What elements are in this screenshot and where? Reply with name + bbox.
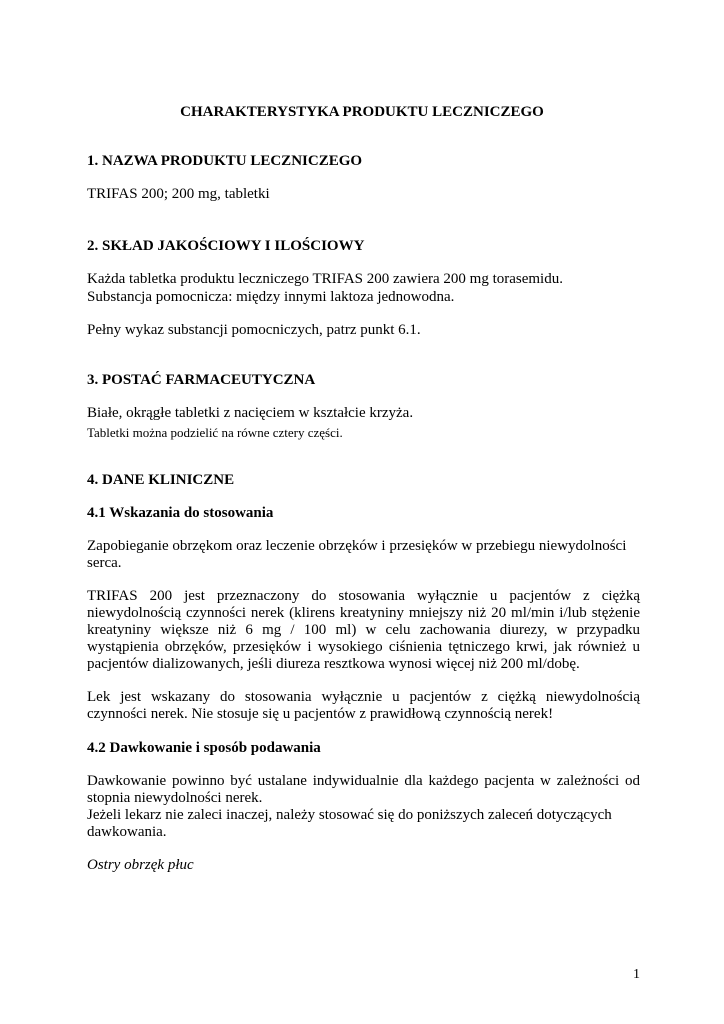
section-4-2-heading: 4.2 Dawkowanie i sposób podawania (87, 740, 321, 756)
section-4-2-italic-heading: Ostry obrzęk płuc (87, 857, 194, 873)
section-2-heading: 2. SKŁAD JAKOŚCIOWY I ILOŚCIOWY (87, 238, 365, 254)
section-4-2-para-1: Dawkowanie powinno być ustalane indywidualnie dla każdego pacjenta w zależności od stopnia niewydolności nerek. (87, 773, 640, 806)
section-2-line-3: Pełny wykaz substancji pomocniczych, patrz punkt 6.1. (87, 322, 421, 338)
section-4-heading: 4. DANE KLINICZNE (87, 472, 235, 488)
section-2-line-2: Substancja pomocnicza: między innymi laktoza jednowodna. (87, 289, 455, 305)
section-2-line-1: Każda tabletka produktu leczniczego TRIFAS 200 zawiera 200 mg torasemidu. (87, 271, 563, 287)
section-3-line-2: Tabletki można podzielić na równe cztery części. (87, 425, 343, 440)
section-4-1-para-3: Lek jest wskazany do stosowania wyłącznie u pacjentów z ciężką niewydolnością czynności nerek. Nie stosuje się u pacjentów z prawidłową czynnością nerek! (87, 689, 640, 722)
section-4-2-para-2: Jeżeli lekarz nie zaleci inaczej, należy stosować się do poniższych zaleceń dotyczących dawkowania. (87, 807, 612, 840)
section-1-heading: 1. NAZWA PRODUKTU LECZNICZEGO (87, 153, 363, 169)
document-title: CHARAKTERYSTYKA PRODUKTU LECZNICZEGO (180, 104, 544, 120)
section-1-text: TRIFAS 200; 200 mg, tabletki (87, 186, 270, 202)
section-4-1-heading: 4.1 Wskazania do stosowania (87, 505, 274, 521)
page-number: 1 (633, 967, 640, 982)
section-4-1-para-2: TRIFAS 200 jest przeznaczony do stosowania wyłącznie u pacjentów z ciężką niewydolnością czynności nerek (klirens kreatyniny mniejszy niż 20 ml/min i/lub stężenie kreatyniny większe niż 6 mg / 100 ml) w celu zachowania diurezy, w przypadku wystąpienia obrzęków, przesięków i wysokiego ciśnienia tętniczego krwi, jak również u pacjentów dializowanych, jeśli diureza resztkowa wynosi więcej niż 200 ml/dobę. (87, 588, 640, 672)
section-3-heading: 3. POSTAĆ FARMACEUTYCZNA (87, 372, 316, 388)
section-4-1-para-1: Zapobieganie obrzękom oraz leczenie obrzęków i przesięków w przebiegu niewydolności serca. (87, 538, 627, 571)
section-3-line-1: Białe, okrągłe tabletki z nacięciem w kształcie krzyża. (87, 405, 414, 421)
